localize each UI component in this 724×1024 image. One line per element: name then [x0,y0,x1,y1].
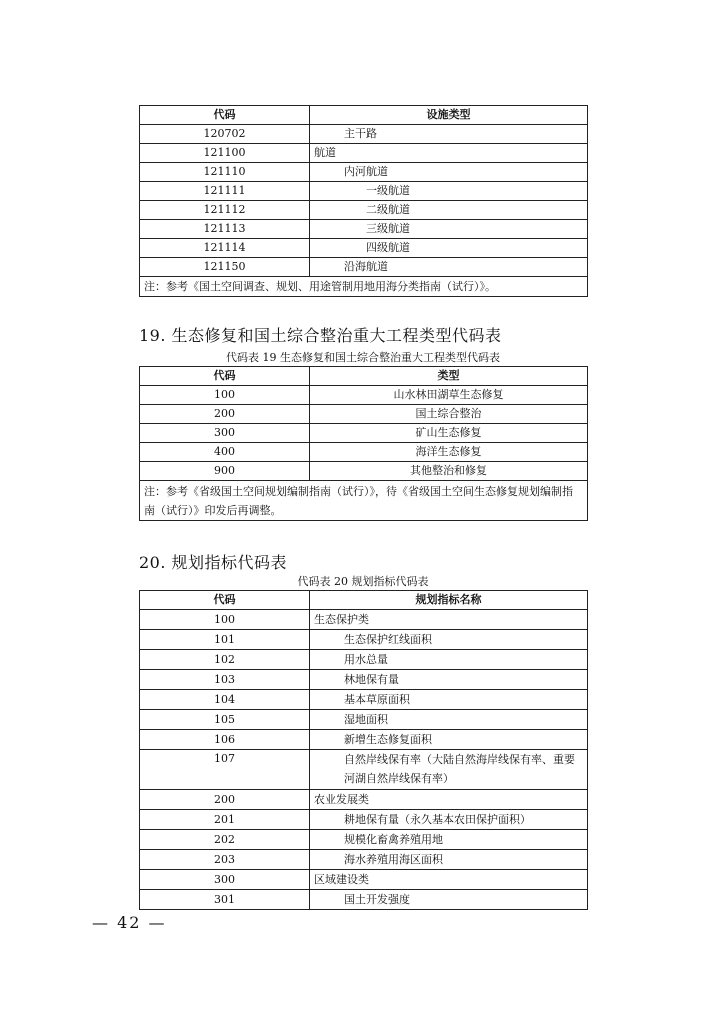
table-note: 注：参考《国土空间调查、规划、用途管制用地用海分类指南（试行）》。 [140,277,588,297]
column-header-code: 代码 [140,591,310,610]
name-cell: 生态保护类 [310,610,588,630]
column-header-code: 代码 [140,106,310,125]
code-cell: 300 [140,870,310,890]
name-cell: 沿海航道 [310,258,588,277]
table-row [140,182,588,201]
ecological-restoration-code-table [139,366,588,521]
table-row [140,830,588,850]
name-cell: 国土综合整治 [310,405,588,424]
name-cell: 二级航道 [310,201,588,220]
table-row [140,650,588,670]
table-row [140,790,588,810]
table-header-row [140,591,588,610]
name-cell: 规模化畜禽养殖用地 [310,830,588,850]
table-header-row [140,106,588,125]
column-header-name: 规划指标名称 [310,591,588,610]
table-row [140,462,588,481]
table-row [140,386,588,405]
table-row [140,750,588,790]
table-note: 注：参考《省级国土空间规划编制指南（试行）》，待《省级国土空间生态修复规划编制指南（试行）》印发后再调整。 [140,481,588,521]
table-row [140,443,588,462]
table-row [140,610,588,630]
table-row [140,810,588,830]
table-header-row [140,367,588,386]
name-cell: 四级航道 [310,239,588,258]
name-cell: 耕地保有量（永久基本农田保护面积） [310,810,588,830]
table-row [140,144,588,163]
table-row [140,424,588,443]
code-cell: 120702 [140,125,310,144]
code-cell: 103 [140,670,310,690]
name-cell: 国土开发强度 [310,890,588,910]
code-cell: 105 [140,710,310,730]
table-row [140,163,588,182]
name-cell: 矿山生态修复 [310,424,588,443]
column-header-code: 代码 [140,367,310,386]
table-row [140,258,588,277]
planning-indicator-code-table [139,590,588,910]
table-row [140,201,588,220]
table-row [140,890,588,910]
code-cell: 121113 [140,220,310,239]
name-cell: 用水总量 [310,650,588,670]
name-cell: 三级航道 [310,220,588,239]
name-cell: 自然岸线保有率（大陆自然海岸线保有率、重要河湖自然岸线保有率） [310,750,588,790]
name-cell: 新增生态修复面积 [310,730,588,750]
code-cell: 121150 [140,258,310,277]
code-cell: 100 [140,386,310,405]
table-row [140,125,588,144]
name-cell: 区域建设类 [310,870,588,890]
table-row [140,730,588,750]
name-cell: 山水林田湖草生态修复 [310,386,588,405]
code-cell: 202 [140,830,310,850]
code-cell: 102 [140,650,310,670]
table-caption-20: 代码表 20 规划指标代码表 [297,575,429,588]
code-cell: 200 [140,790,310,810]
code-cell: 100 [140,610,310,630]
column-header-name: 设施类型 [310,106,588,125]
table-row [140,850,588,870]
page-number: — 42 — [92,913,167,932]
code-cell: 400 [140,443,310,462]
table-row [140,670,588,690]
code-cell: 101 [140,630,310,650]
code-cell: 121114 [140,239,310,258]
name-cell: 其他整治和修复 [310,462,588,481]
name-cell: 航道 [310,144,588,163]
column-header-name: 类型 [310,367,588,386]
section-heading-20: 20. 规划指标代码表 [139,553,288,572]
table-row [140,870,588,890]
code-cell: 121100 [140,144,310,163]
table-row [140,220,588,239]
code-cell: 107 [140,750,310,790]
name-cell: 农业发展类 [310,790,588,810]
name-cell: 海洋生态修复 [310,443,588,462]
code-cell: 121111 [140,182,310,201]
code-cell: 121110 [140,163,310,182]
name-cell: 生态保护红线面积 [310,630,588,650]
code-cell: 106 [140,730,310,750]
table-row [140,239,588,258]
code-cell: 104 [140,690,310,710]
name-cell: 内河航道 [310,163,588,182]
name-cell: 基本草原面积 [310,690,588,710]
table-row [140,690,588,710]
code-cell: 301 [140,890,310,910]
facility-type-code-table [139,105,588,297]
table-row [140,630,588,650]
table-note-row [140,481,588,521]
table-row [140,405,588,424]
name-cell: 海水养殖用海区面积 [310,850,588,870]
name-cell: 一级航道 [310,182,588,201]
code-cell: 200 [140,405,310,424]
code-cell: 203 [140,850,310,870]
section-heading-19: 19. 生态修复和国土综合整治重大工程类型代码表 [139,326,502,345]
code-cell: 900 [140,462,310,481]
name-cell: 主干路 [310,125,588,144]
table-row [140,710,588,730]
table-note-row [140,277,588,297]
code-cell: 300 [140,424,310,443]
code-cell: 201 [140,810,310,830]
code-cell: 121112 [140,201,310,220]
name-cell: 湿地面积 [310,710,588,730]
name-cell: 林地保有量 [310,670,588,690]
table-caption-19: 代码表 19 生态修复和国土综合整治重大工程类型代码表 [226,351,500,364]
